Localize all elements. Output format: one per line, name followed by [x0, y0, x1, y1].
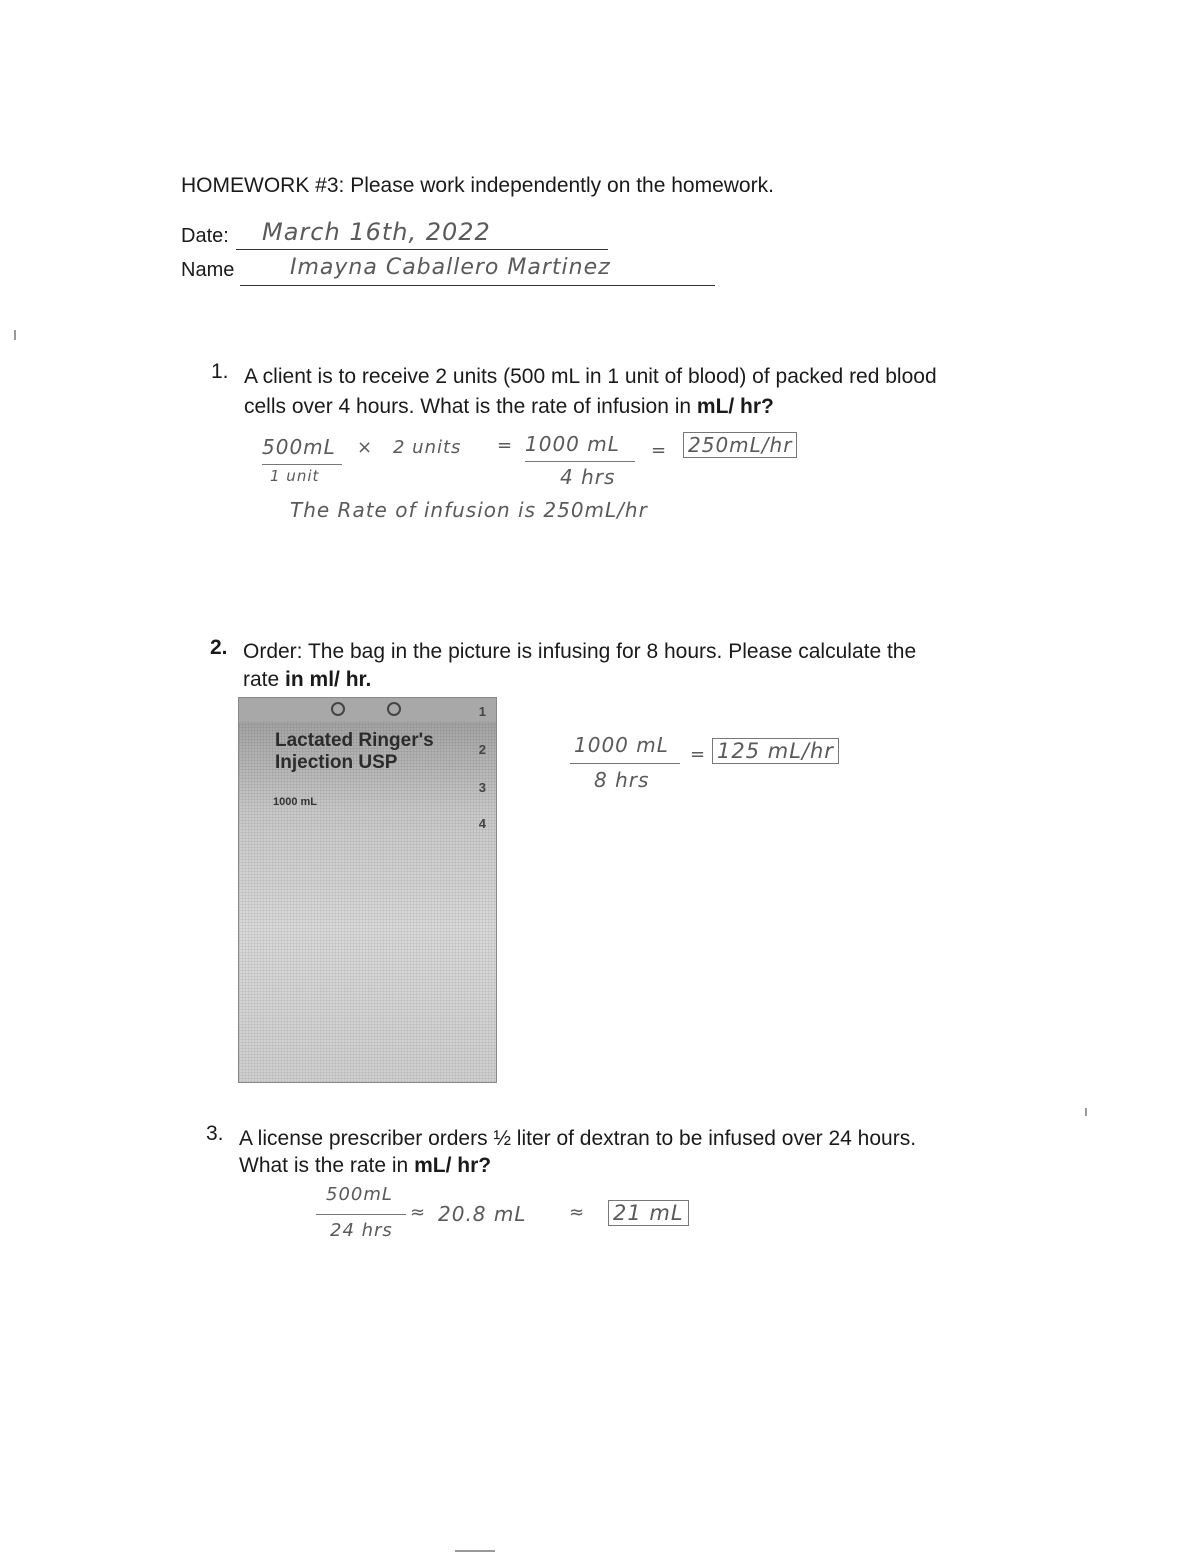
- q3-text-line2: What is the rate in mL/ hr?: [239, 1154, 492, 1177]
- q1-text-line2: cells over 4 hours. What is the rate of infusion in mL/ hr?: [244, 395, 774, 418]
- iv-bag-tick-3: 3: [478, 780, 486, 795]
- q2-eq: =: [690, 744, 707, 765]
- q3-approx2: ≈: [569, 1202, 586, 1223]
- page-title: HOMEWORK #3: Please work independently on the homework.: [181, 174, 774, 197]
- q1-number: 1.: [211, 360, 229, 383]
- q2-work-den: 8 hrs: [594, 768, 650, 792]
- iv-bag-tick-2: 2: [478, 742, 486, 757]
- q1-work-num3: 1000 mL: [525, 432, 620, 456]
- q1-work-num1: 500mL: [262, 435, 336, 459]
- q1-eq1: =: [497, 435, 514, 456]
- name-value: Imayna Caballero Martinez: [290, 255, 611, 280]
- q3-frac-bar: [316, 1214, 406, 1215]
- q1-work-den3: 4 hrs: [560, 465, 616, 489]
- date-underline: [236, 249, 608, 250]
- date-label: Date:: [181, 225, 229, 247]
- iv-bag-volume: 1000 mL: [273, 796, 318, 808]
- scan-speck: [14, 330, 16, 340]
- q1-text-line1: A client is to receive 2 units (500 mL in 1 unit of blood) of packed red blood: [244, 365, 937, 388]
- q2-number: 2.: [210, 636, 228, 659]
- iv-bag-tick-1: 1: [478, 704, 486, 719]
- iv-bag-port-icon: [331, 702, 345, 716]
- q2-frac-bar: [570, 763, 680, 764]
- q3-approx1: ≈: [410, 1202, 427, 1223]
- q1-times: ×: [357, 437, 374, 458]
- q1-frac-bar1: [262, 464, 342, 465]
- q3-text-line1: A license prescriber orders ½ liter of dextran to be infused over 24 hours.: [239, 1127, 917, 1150]
- date-value: March 16th, 2022: [262, 218, 491, 246]
- q3-work-mid: 20.8 mL: [438, 1202, 527, 1226]
- iv-bag-port-icon-2: [387, 702, 401, 716]
- q1-answer-box: 250mL/hr: [683, 432, 797, 458]
- q3-work-den: 24 hrs: [330, 1220, 393, 1241]
- q3-work-num: 500mL: [326, 1184, 393, 1205]
- q2-work-num: 1000 mL: [574, 733, 669, 757]
- iv-bag-label-line2: Injection USP: [275, 752, 398, 773]
- q3-answer-box: 21 mL: [608, 1200, 689, 1226]
- q3-number: 3.: [206, 1122, 224, 1145]
- iv-bag-top-strip: [239, 698, 496, 722]
- q1-answer-sentence: The Rate of infusion is 250mL/hr: [290, 498, 648, 522]
- q2-text-line1: Order: The bag in the picture is infusing for 8 hours. Please calculate the: [243, 640, 917, 663]
- q1-work-den1: 1 unit: [270, 467, 320, 485]
- q1-work-num2: 2 units: [393, 437, 462, 458]
- iv-bag-label-line1: Lactated Ringer's: [275, 730, 434, 751]
- name-underline: [240, 285, 715, 286]
- scan-speck: [455, 1550, 495, 1552]
- q1-eq2: =: [651, 440, 668, 461]
- name-label: Name: [181, 259, 235, 281]
- q2-answer-box: 125 mL/hr: [712, 738, 839, 764]
- iv-bag-tick-4: 4: [478, 816, 486, 831]
- q1-frac-bar2: [525, 461, 635, 462]
- q2-text-line2: rate in ml/ hr.: [243, 668, 372, 691]
- iv-bag-photo: [238, 697, 497, 1083]
- scan-speck: [1085, 1108, 1087, 1116]
